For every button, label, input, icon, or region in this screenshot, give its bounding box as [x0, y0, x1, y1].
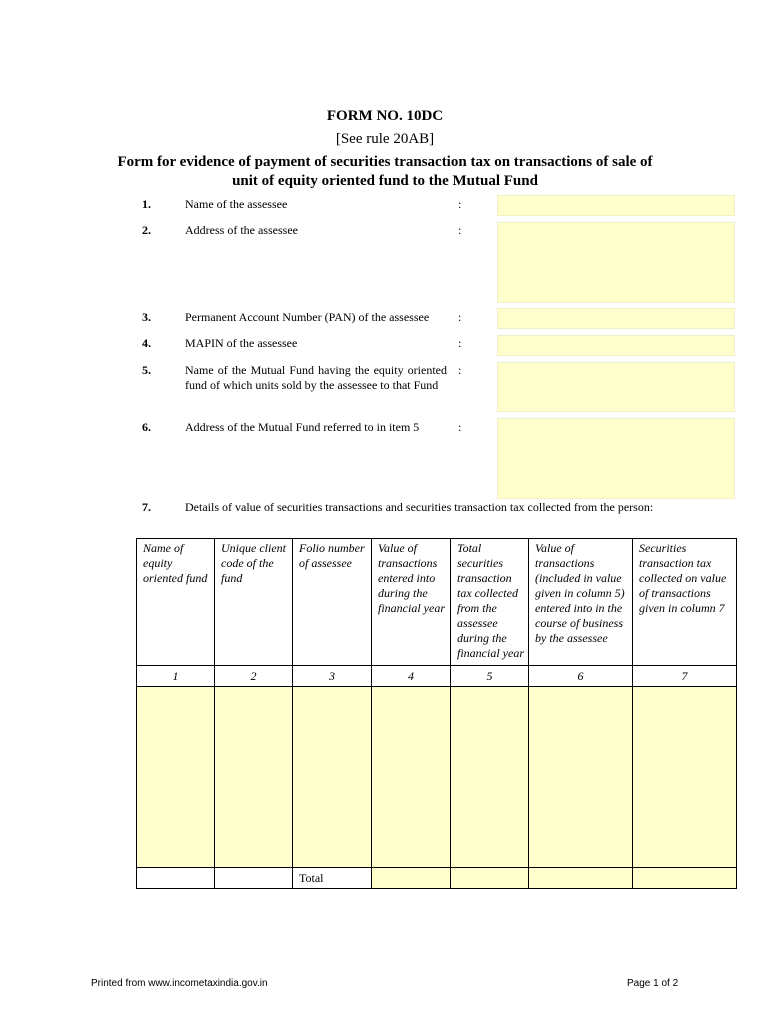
column-number: 5	[451, 666, 529, 687]
total-stt-cell[interactable]	[451, 687, 529, 868]
table-entry-row	[137, 687, 737, 868]
header-client-code: Unique client code of the fund	[215, 539, 293, 666]
folio-number-cell[interactable]	[293, 687, 372, 868]
form-heading-line2: unit of equity oriented fund to the Mutual Fund	[232, 173, 538, 189]
item-number-1: 1.	[142, 197, 151, 211]
value-transactions-cell[interactable]	[372, 687, 451, 868]
form-title: FORM NO. 10DC	[326, 108, 444, 124]
mapin-field[interactable]	[497, 335, 735, 356]
client-code-cell[interactable]	[215, 687, 293, 868]
item-colon-1: :	[458, 197, 462, 211]
item-number-6: 6.	[142, 420, 151, 434]
item-number-7: 7.	[142, 500, 151, 514]
header-value-transactions: Value of transactions entered into during the financial year	[372, 539, 451, 666]
total-empty-cell	[137, 868, 215, 889]
header-total-stt: Total securities transaction tax collected from the assessee during the financial year	[451, 539, 529, 666]
mutual-fund-address-field[interactable]	[497, 418, 735, 499]
item-colon-6: :	[458, 420, 462, 434]
column-number-row	[137, 666, 737, 687]
column-number: 3	[293, 666, 372, 687]
item-label-5: Name of the Mutual Fund having the equity oriented fund of which units sold by the assessee to that Fund	[185, 363, 447, 392]
item-label-2: Address of the assessee	[185, 223, 298, 237]
total-stt-cell[interactable]	[451, 868, 529, 889]
fund-name-cell[interactable]	[137, 687, 215, 868]
header-equity-fund-name: Name of equity oriented fund	[137, 539, 215, 666]
total-value-transactions-cell[interactable]	[372, 868, 451, 889]
item-colon-3: :	[458, 310, 462, 324]
pan-input[interactable]	[498, 309, 734, 328]
column-number: 4	[372, 666, 451, 687]
total-empty-cell	[215, 868, 293, 889]
item-number-4: 4.	[142, 336, 151, 350]
mutual-fund-address-input[interactable]	[498, 419, 734, 498]
item-label-4: MAPIN of the assessee	[185, 336, 298, 350]
item-colon-4: :	[458, 336, 462, 350]
footer-source: Printed from www.incometaxindia.gov.in	[91, 978, 268, 989]
pan-field[interactable]	[497, 308, 735, 329]
total-business-value-cell[interactable]	[529, 868, 633, 889]
mutual-fund-name-input[interactable]	[498, 363, 734, 411]
table-total-row	[137, 868, 737, 889]
column-number: 7	[633, 666, 737, 687]
form-rule: [See rule 20AB]	[335, 131, 435, 147]
assessee-name-field[interactable]	[497, 195, 735, 216]
item-label-1: Name of the assessee	[185, 197, 288, 211]
item-number-5: 5.	[142, 363, 151, 377]
mutual-fund-name-field[interactable]	[497, 362, 735, 412]
header-stt-on-column7: Securities transaction tax collected on value of transactions given in column 7	[633, 539, 737, 666]
item-colon-2: :	[458, 223, 462, 237]
footer-page-number: Page 1 of 2	[627, 978, 679, 989]
business-value-cell[interactable]	[529, 687, 633, 868]
item-label-3: Permanent Account Number (PAN) of the assessee	[185, 310, 430, 324]
item-label-6: Address of the Mutual Fund referred to in item 5	[185, 420, 420, 434]
mapin-input[interactable]	[498, 336, 734, 355]
item-number-3: 3.	[142, 310, 151, 324]
transactions-table	[136, 538, 737, 889]
header-folio-number: Folio number of assessee	[293, 539, 372, 666]
assessee-address-input[interactable]	[498, 223, 734, 302]
item-number-2: 2.	[142, 223, 151, 237]
total-stt-column7-cell[interactable]	[633, 868, 737, 889]
assessee-name-input[interactable]	[498, 196, 734, 215]
assessee-address-field[interactable]	[497, 222, 735, 303]
total-label: Total	[293, 868, 372, 889]
stt-column7-cell[interactable]	[633, 687, 737, 868]
form-heading-line1: Form for evidence of payment of securities transaction tax on transactions of sale of	[117, 154, 653, 170]
header-business-value: Value of transactions (included in value given in column 5) entered into in the course of business by the assessee	[529, 539, 633, 666]
item-label-7: Details of value of securities transactions and securities transaction tax collected from the person:	[185, 500, 654, 514]
item-colon-5: :	[458, 363, 462, 377]
column-number: 2	[215, 666, 293, 687]
column-number: 1	[137, 666, 215, 687]
column-number: 6	[529, 666, 633, 687]
table-header-row	[137, 539, 737, 666]
form-heading	[0, 153, 770, 191]
